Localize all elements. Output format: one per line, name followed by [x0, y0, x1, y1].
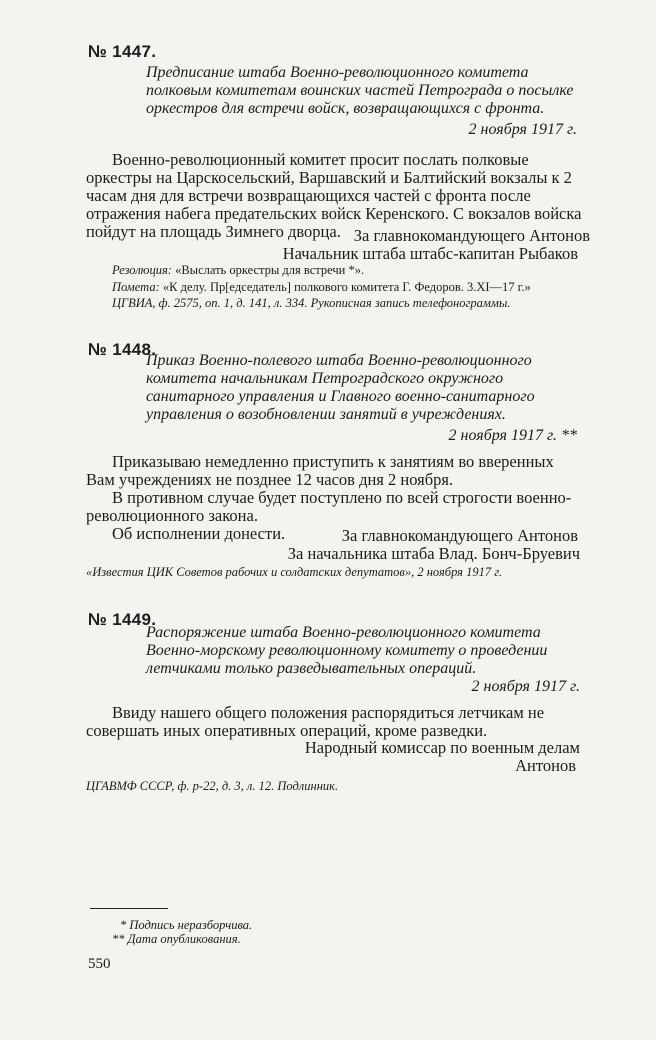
document-title: Приказ Военно-полевого штаба Военно-революционного комитета начальникам Петроградского окружного санитарного управления и Главного военно-санитарного управления о возобновлении занятий в учреждениях.: [146, 352, 535, 423]
archive-source: ЦГВИА, ф. 2575, оп. 1, д. 141, л. 334. Рукописная запись телефонограммы.: [112, 296, 511, 310]
note-label: Помета:: [112, 280, 160, 294]
document-number: № 1447.: [88, 42, 157, 61]
publication-source: «Известия ЦИК Советов рабочих и солдатских депутатов», 2 ноября 1917 г.: [86, 565, 503, 579]
document-number: № 1448.: [88, 340, 157, 359]
resolution-label: Резолюция:: [112, 263, 172, 277]
document-date: 2 ноября 1917 г.: [471, 678, 580, 695]
document-number: № 1449.: [88, 610, 157, 629]
document-title: Распоряжение штаба Военно-революционного комитета Военно-морскому революционному комитету о проведении летчиками только разведывательных операций.: [146, 624, 548, 677]
resolution-text: «Выслать оркестры для встречи *».: [175, 263, 365, 277]
note-text: «К делу. Пр[едседатель] полкового комитета Г. Федоров. 3.XI—17 г.»: [162, 280, 531, 294]
signature-line: За главнокомандующего Антонов: [353, 226, 590, 245]
document-date: 2 ноября 1917 г. **: [448, 427, 577, 444]
resolution-line: [112, 262, 592, 279]
body-paragraph: Военно-революционный комитет просит послать полковые оркестры на Царскосельский, Варшавский и Балтийский вокзалы к 2 часам дня для встречи возвращающихся частей с фронта после отражения набега предательских войск Керенского. С вокзалов войска пойдут на площадь Зимнего дворца.: [86, 150, 582, 241]
document-title: Предписание штаба Военно-революционного комитета полковым комитетам воинских частей Петрограда о посылке оркестров для встречи войск, возвращающихся с фронта.: [146, 64, 574, 117]
footnote-divider: [90, 908, 168, 909]
signature-line: Начальник штаба штабс-капитан Рыбаков: [282, 244, 578, 263]
signature-line: Антонов: [515, 756, 576, 775]
note-line: [112, 279, 594, 296]
footnote: * Подпись неразборчива.: [120, 918, 253, 932]
footnote: ** Дата опубликования.: [112, 932, 241, 946]
document-body: [86, 704, 586, 740]
body-paragraph: Об исполнении донести.: [112, 524, 286, 543]
body-paragraph: Ввиду нашего общего положения распорядиться летчикам не совершать иных оперативных операций, кроме разведки.: [86, 703, 545, 740]
archive-source: ЦГАВМФ СССР, ф. р-22, д. 3, л. 12. Подлинник.: [86, 779, 339, 793]
body-paragraph: Приказываю немедленно приступить к занятиям во вверенных Вам учреждениях не позднее 12 часов дня 2 ноября.: [86, 452, 554, 489]
signature-line: За главнокомандующего Антонов: [341, 526, 578, 545]
document-date: 2 ноября 1917 г.: [468, 121, 577, 138]
body-paragraph: В противном случае будет поступлено по всей строгости военно-революционного закона.: [86, 488, 572, 525]
page-number: 550: [88, 956, 111, 972]
signature-line: Народный комиссар по военным делам: [304, 738, 580, 757]
signature-line: За начальника штаба Влад. Бонч-Бруевич: [287, 544, 580, 563]
